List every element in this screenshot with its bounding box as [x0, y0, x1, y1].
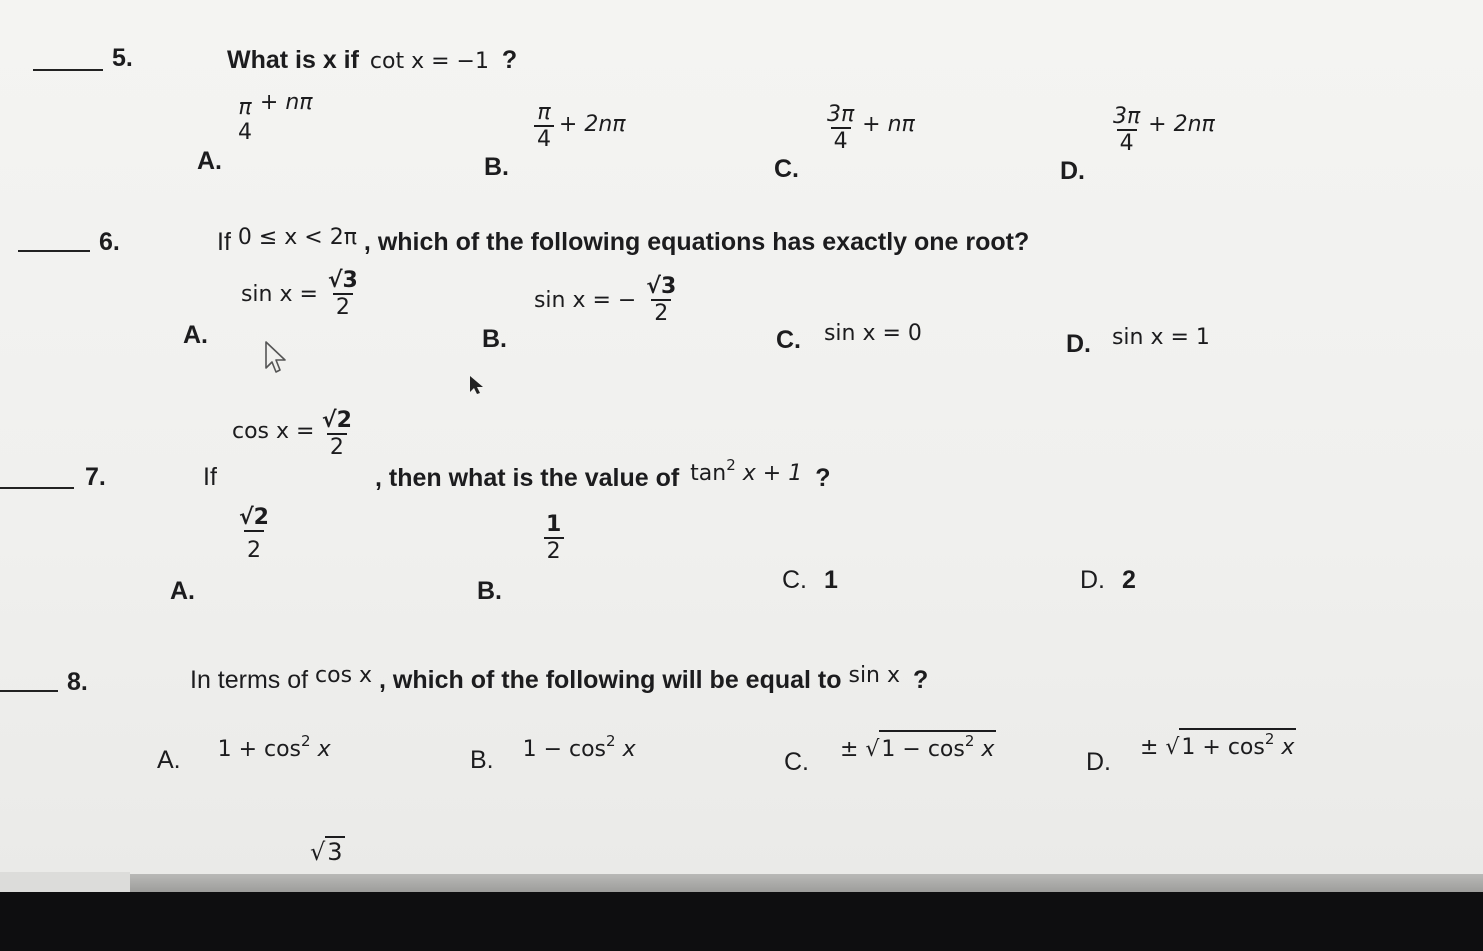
option-letter: D. — [1060, 156, 1085, 185]
stem-b: , which of the following will be equal to — [379, 666, 842, 694]
stem-rest: , which of the following equations has exactly one root? — [363, 228, 1030, 256]
stem-end: ? — [815, 464, 831, 492]
option-q8-b[interactable] — [470, 732, 636, 775]
option-fraction: $\frac{√3}{2}$ — [327, 268, 358, 320]
stem-target: $\tan^2 x + 1$ — [690, 456, 803, 486]
answer-blank-q8[interactable] — [0, 690, 58, 692]
option-letter: C. — [784, 748, 809, 776]
option-expr: $1 + \cos^2 x$ — [217, 732, 331, 762]
answer-blank-q5[interactable] — [33, 69, 103, 71]
option-fraction: $\frac{√3}{2}$ — [646, 274, 677, 326]
option-fraction: $\frac{\pi}{4}$ — [534, 100, 554, 152]
question-stem-q8 — [190, 663, 929, 695]
page-corner — [0, 872, 130, 894]
stem-sin: sin x — [848, 663, 901, 688]
option-q8-c[interactable] — [784, 732, 995, 777]
option-rest: + nπ — [862, 111, 915, 137]
option-q7-d[interactable] — [1080, 566, 1136, 595]
option-fraction: π 4 — [237, 95, 252, 145]
option-letter: B. — [482, 324, 507, 353]
option-fraction: $\frac{√2}{2}$ — [238, 505, 269, 563]
question-number-q8: 8. — [67, 668, 88, 696]
question-number-q7: 7. — [85, 463, 106, 491]
page-bottom-edge — [0, 874, 1483, 894]
option-fraction: $\frac{3\pi}{4}$ — [1112, 104, 1141, 156]
option-value: 2 — [1121, 566, 1136, 594]
option-value: 1 — [823, 566, 838, 594]
dark-background-surface — [0, 892, 1483, 951]
option-q6-a[interactable] — [183, 268, 358, 349]
stem-math: cot x = −1 — [369, 49, 489, 74]
option-letter: C. — [782, 566, 807, 594]
stem-end: ? — [912, 666, 929, 694]
option-q8-a[interactable] — [157, 732, 331, 775]
option-q5-a[interactable] — [197, 89, 313, 175]
option-expr: sin x = 1 — [1111, 325, 1210, 350]
cond-lhs: cos x = — [232, 419, 315, 445]
option-fraction: $\frac{1}{2}$ — [543, 512, 564, 564]
option-q5-d[interactable] — [1060, 104, 1215, 185]
option-letter: B. — [484, 152, 509, 181]
question-stem-q6 — [217, 225, 1030, 257]
option-lhs: sin x = − — [533, 287, 637, 313]
question-if-q7: If — [203, 463, 217, 491]
hollow-arrow-cursor-icon — [263, 340, 293, 374]
sqrt-radical: √ $1 + \cos^2 x$ — [1165, 730, 1295, 760]
question-stem-q7 — [375, 456, 831, 493]
partial-sqrt-fragment: √ 3 — [310, 838, 343, 866]
option-q7-c[interactable] — [782, 566, 838, 595]
option-expr: $1 - \cos^2 x$ — [522, 732, 636, 762]
option-letter: A. — [170, 576, 195, 605]
stem-rest: , then what is the value of — [375, 464, 680, 492]
option-rest: + nπ — [259, 89, 313, 115]
stem-text: What is x if — [227, 46, 359, 74]
option-letter: D. — [1086, 748, 1111, 776]
option-expr: sin x = 0 — [823, 321, 922, 346]
option-q7-b[interactable] — [477, 512, 562, 605]
option-expr: ± √ $1 + \cos^2 x$ — [1139, 730, 1295, 760]
question-condition-q7 — [232, 408, 355, 460]
option-q5-b[interactable] — [484, 100, 626, 181]
option-expr: ± √ $1 - \cos^2 x$ — [839, 732, 995, 762]
option-rest: + 2nπ — [1148, 111, 1215, 137]
cond-fraction: $\frac{√2}{2}$ — [321, 408, 352, 460]
option-q6-d[interactable] — [1066, 325, 1210, 359]
option-q8-d[interactable] — [1086, 730, 1295, 777]
option-letter: B. — [470, 746, 494, 774]
answer-blank-q7[interactable] — [0, 487, 74, 489]
question-stem-q5 — [227, 46, 517, 75]
option-q5-c[interactable] — [774, 102, 915, 183]
option-q6-b[interactable] — [482, 274, 677, 353]
option-fraction: $\frac{3\pi}{4}$ — [826, 102, 855, 154]
option-letter: A. — [183, 320, 208, 349]
stem-end: ? — [501, 46, 518, 74]
question-number-q5: 5. — [112, 44, 133, 72]
option-letter: B. — [477, 576, 502, 605]
option-lhs: sin x = — [240, 281, 318, 307]
stem-if: If — [217, 228, 231, 256]
stem-math: 0 ≤ x < 2π — [237, 225, 357, 250]
option-letter: A. — [157, 746, 181, 774]
question-number-q6: 6. — [99, 228, 120, 256]
answer-blank-q6[interactable] — [18, 250, 90, 252]
arrow-cursor-icon — [468, 374, 488, 396]
stem-a: In terms of — [190, 666, 309, 694]
option-letter: D. — [1080, 566, 1105, 594]
option-q6-c[interactable] — [776, 321, 922, 355]
option-letter: A. — [197, 146, 222, 175]
sqrt-radical: √ $1 - \cos^2 x$ — [865, 732, 995, 762]
option-letter: C. — [774, 154, 799, 183]
option-q7-a[interactable] — [170, 505, 269, 605]
option-letter: D. — [1066, 330, 1091, 358]
stem-cos: cos x — [315, 663, 373, 688]
option-rest: + 2nπ — [558, 111, 626, 137]
option-letter: C. — [776, 326, 801, 354]
